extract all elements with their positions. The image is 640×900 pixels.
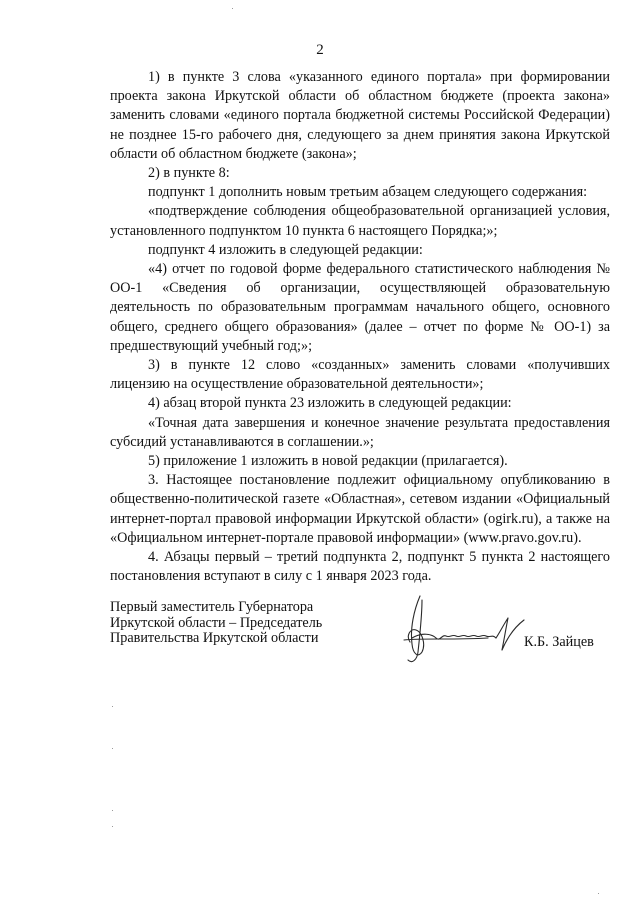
paragraph-1: 1) в пункте 3 слова «указанного единого портала» при формировании проекта закона Иркутской области об областном бюджете (проекта закона» заменить словами «единого портала бюджетной системы Российской Федерации) не позднее 15-го рабочего дня, следующего за днем принятия закона Иркутской области об областном бюджете (закона»; (110, 69, 610, 162)
page-number: 2 (316, 42, 324, 58)
paragraph-5: подпункт 4 изложить в следующей редакции: (148, 241, 423, 258)
signer-title-line-1: Первый заместитель Губернатора (110, 599, 314, 615)
paragraph-10: 5) приложение 1 изложить в новой редакции (прилагается). (148, 453, 508, 470)
signer-title (110, 600, 322, 647)
paragraph-4: «подтверждение соблюдения общеобразовательной организацией условия, установленного подпунктом 10 пункта 6 настоящего Порядка;»; (110, 203, 610, 239)
paragraph-7: 3) в пункте 12 слово «созданных» заменить словами «получивших лицензию на осуществление образовательной деятельности»; (110, 357, 610, 393)
scan-speck (112, 810, 113, 811)
scan-speck (598, 893, 599, 894)
signature-block (110, 600, 610, 680)
signer-title-line-3: Правительства Иркутской области (110, 630, 319, 646)
handwritten-signature (392, 592, 532, 672)
document-body (110, 68, 610, 586)
signer-title-line-2: Иркутской области – Председатель (110, 614, 323, 631)
signer-name: К.Б. Зайцев (524, 634, 594, 650)
paragraph-11: 3. Настоящее постановление подлежит официальному опубликованию в общественно-политической газете «Областная», сетевом издании «Официальный интернет-портал правовой информации Иркутской области» (ogirk.ru), а также на «Официальном интернет-портале правовой информации» (www.pravo.gov.ru). (110, 472, 610, 546)
scan-speck (112, 706, 113, 707)
scan-speck (232, 8, 233, 9)
paragraph-8: 4) абзац второй пункта 23 изложить в следующей редакции: (148, 395, 512, 412)
paragraph-9: «Точная дата завершения и конечное значение результата предоставления субсидий устанавливаются в соглашении.»; (110, 414, 610, 450)
paragraph-12: 4. Абзацы первый – третий подпункта 2, подпункт 5 пункта 2 настоящего постановления вступают в силу с 1 января 2023 года. (110, 549, 610, 585)
scan-speck (112, 826, 113, 827)
scan-speck (112, 748, 113, 749)
paragraph-2: 2) в пункте 8: (148, 165, 230, 182)
paragraph-6: «4) отчет по годовой форме федерального статистического наблюдения № ОО-1 «Сведения об организации, осуществляющей образовательную деятельность по образовательным программам начального общего, основного общего, среднего общего образования» (далее – отчет по форме № ОО-1) за предшествующий учебный год;»; (110, 261, 610, 354)
paragraph-3: подпункт 1 дополнить новым третьим абзацем следующего содержания: (148, 184, 588, 201)
